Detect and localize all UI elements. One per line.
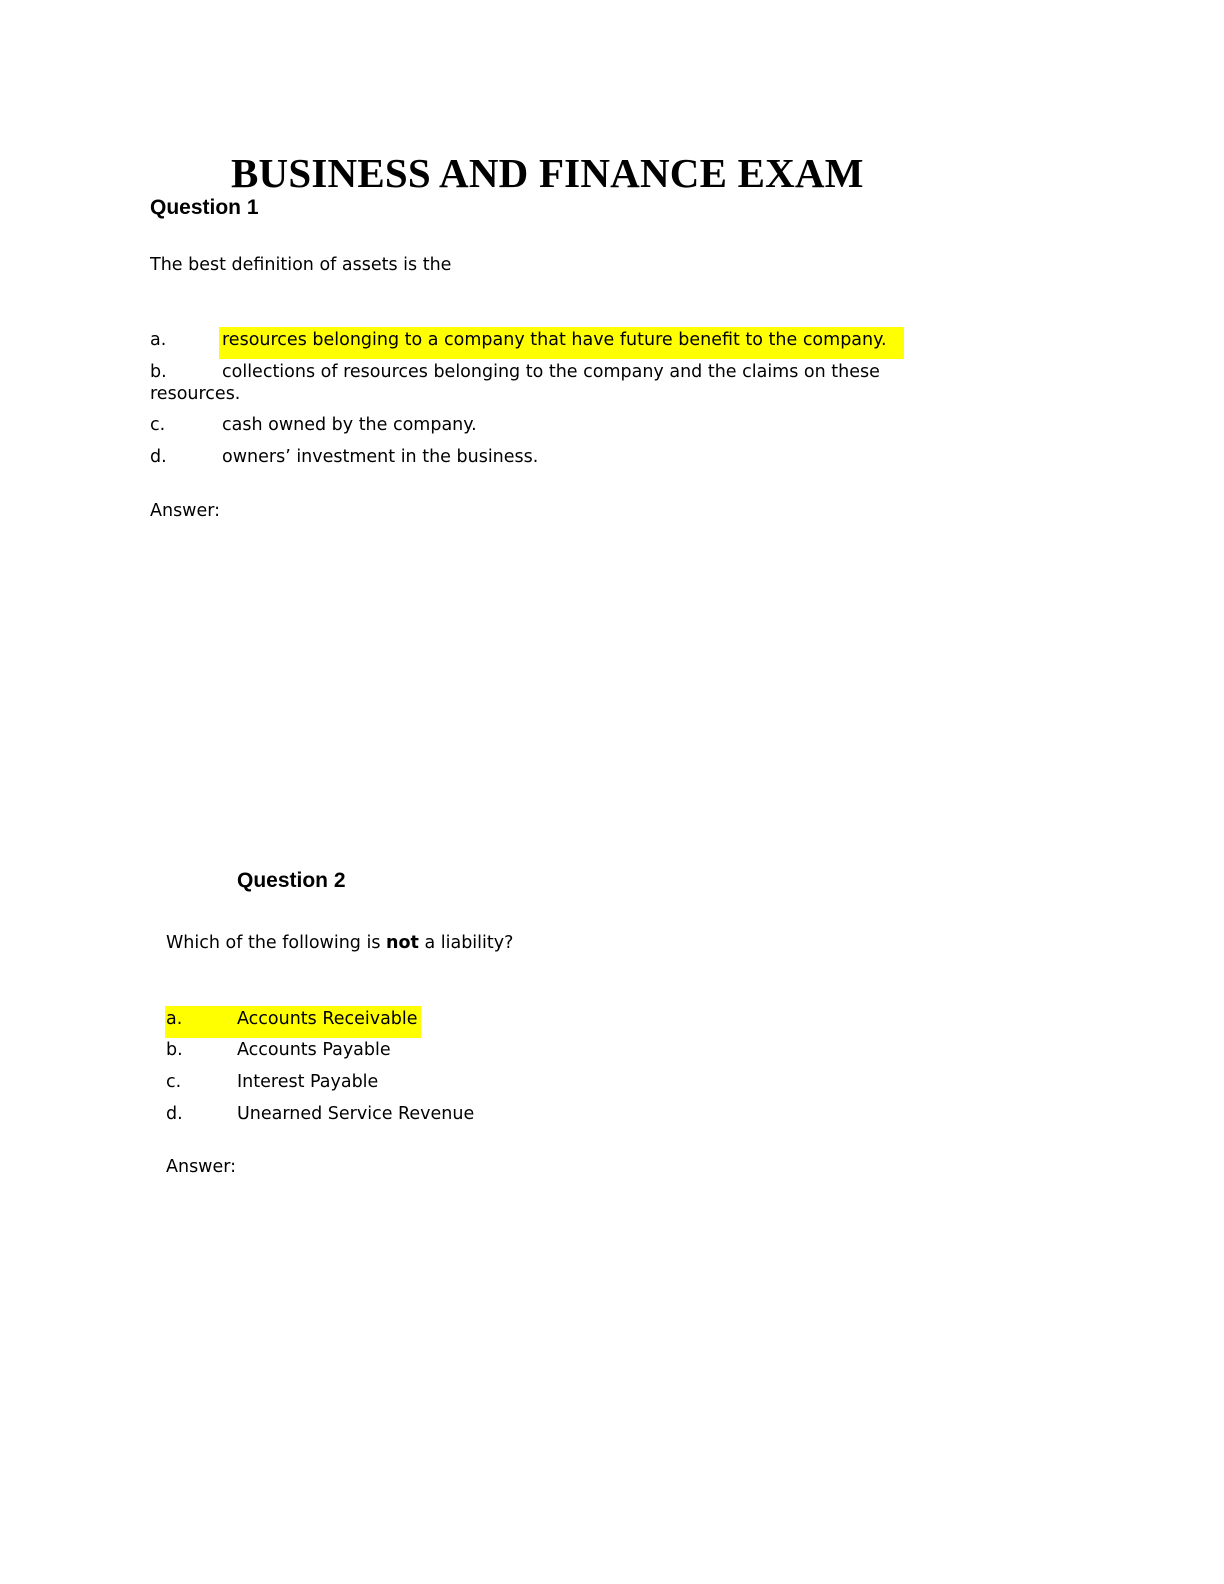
option-letter: d. bbox=[166, 1104, 183, 1124]
option-text: Unearned Service Revenue bbox=[237, 1104, 475, 1124]
question-2-heading: Question 2 bbox=[237, 869, 346, 892]
option-text: cash owned by the company. bbox=[222, 415, 477, 435]
option-letter: c. bbox=[150, 415, 166, 435]
option-letter: b. bbox=[166, 1040, 183, 1060]
option-text: resources belonging to a company that have future benefit to the company. bbox=[222, 330, 887, 350]
option-text: Accounts Payable bbox=[237, 1040, 391, 1060]
page-title: BUSINESS AND FINANCE EXAM bbox=[231, 150, 864, 196]
option-letter: a. bbox=[166, 1009, 183, 1029]
option-text: Interest Payable bbox=[237, 1072, 379, 1092]
question-2-option-b bbox=[166, 1039, 566, 1067]
option-letter: b. bbox=[150, 362, 167, 382]
prompt-text: Which of the following is bbox=[166, 933, 387, 953]
question-2-prompt bbox=[166, 932, 513, 954]
question-1-answer-label: Answer: bbox=[150, 501, 221, 521]
question-2-option-d bbox=[166, 1103, 566, 1131]
option-text: owners’ investment in the business. bbox=[222, 447, 539, 467]
option-text: Accounts Receivable bbox=[237, 1009, 418, 1029]
question-1-option-a bbox=[150, 329, 910, 357]
question-1-prompt: The best definition of assets is the bbox=[150, 255, 452, 275]
option-letter: c. bbox=[166, 1072, 182, 1092]
question-2-option-c bbox=[166, 1071, 566, 1099]
question-1-option-c bbox=[150, 414, 910, 442]
question-2-answer-label: Answer: bbox=[166, 1157, 237, 1177]
question-1-option-b bbox=[150, 361, 910, 389]
option-letter: d. bbox=[150, 447, 167, 467]
prompt-text: a liability? bbox=[418, 933, 514, 953]
question-1-option-b-continuation: resources. bbox=[150, 384, 241, 404]
prompt-emphasis: not bbox=[386, 933, 419, 953]
question-2-option-a bbox=[166, 1008, 566, 1036]
option-text: collections of resources belonging to the company and the claims on these bbox=[222, 362, 880, 382]
option-letter: a. bbox=[150, 330, 167, 350]
question-1-option-d bbox=[150, 446, 910, 474]
question-1-heading: Question 1 bbox=[150, 196, 259, 219]
